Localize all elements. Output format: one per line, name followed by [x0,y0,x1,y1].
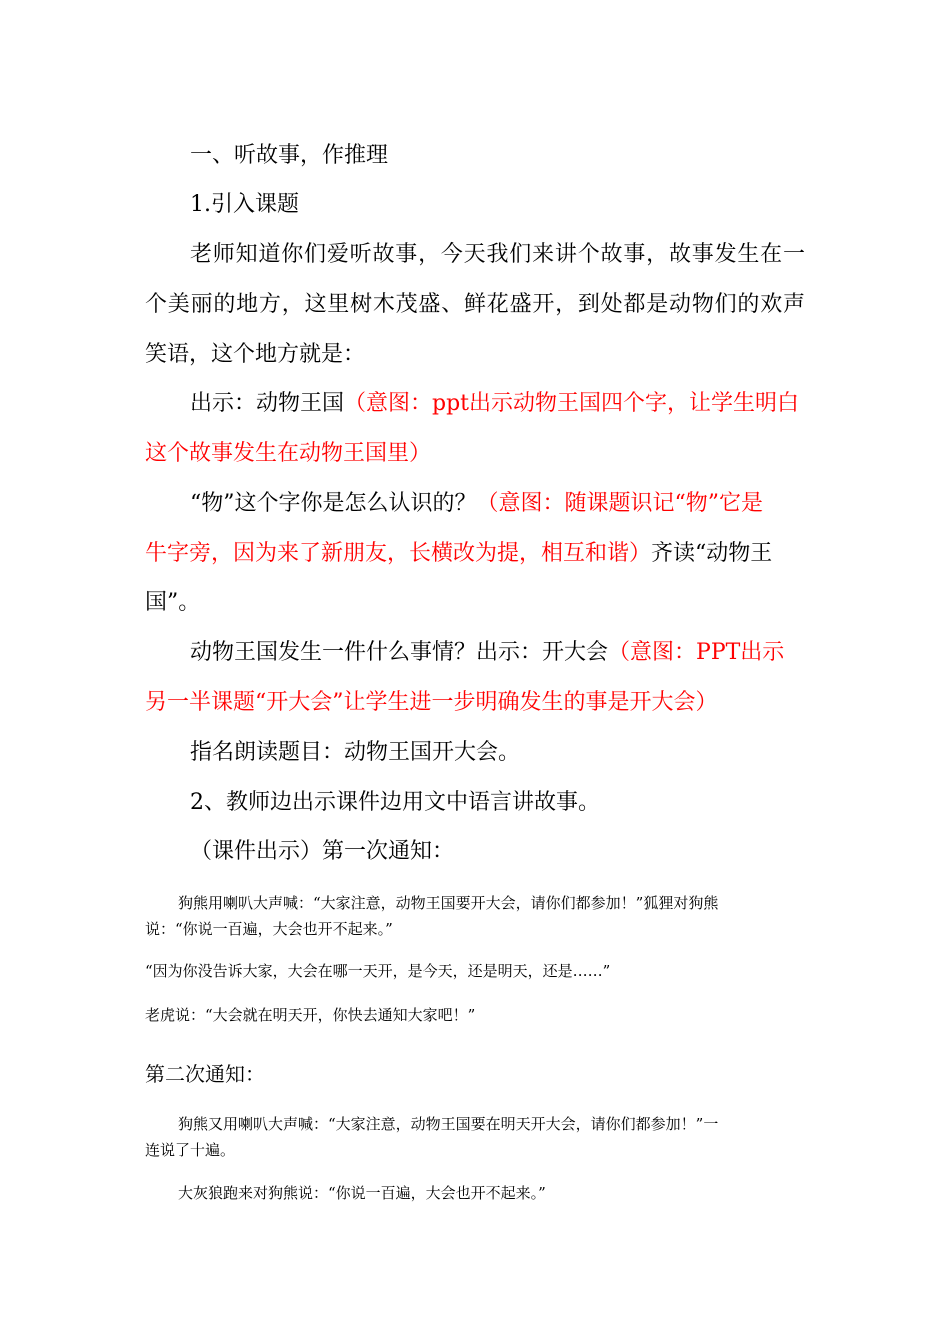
story-2-line-2: 连说了十遍。 [145,1141,236,1159]
paragraph-4-line-1 [190,635,784,666]
subsection-title-1: 1.引入课题 [190,192,299,217]
paragraph-3-question: “物”这个字你是怎么认识的？ [190,491,477,516]
story-1-line-1: 狗熊用喇叭大声喊：“大家注意，动物王国要开大会，请你们都参加！”狐狸对狗熊 [178,894,719,912]
paragraph-3-text: 齐读“动物王 [651,541,773,566]
paragraph-5: 指名朗读题目：动物王国开大会。 [190,740,521,765]
paragraph-2-line-1 [190,386,799,417]
intent-note: （意图：随课题识记“物”它是 [476,491,763,516]
paragraph-3-line-1 [190,486,763,517]
paragraph-3-line-2 [145,536,772,567]
section-title: 一、听故事，作推理 [190,143,389,168]
paragraph-2-text: 出示：动物王国 [190,391,345,416]
subsection-title-2: 2、教师边出示课件边用文中语言讲故事。 [190,790,600,815]
notice-1-title: （课件出示）第一次通知： [190,839,455,864]
notice-2-title: 第二次通知： [145,1062,265,1086]
story-1-line-3: “因为你没告诉大家，大会在哪一天开，是今天，还是明天，还是……” [145,962,611,980]
story-1-line-4: 老虎说：“大会就在明天开，你快去通知大家吧！” [145,1006,476,1024]
paragraph-1-line-3: 笑语，这个地方就是： [145,342,366,367]
intent-note-line-2: 牛字旁，因为来了新朋友，长横改为提，相互和谐） [145,541,652,566]
intent-note: （意图：ppt出示动物王国四个字，让学生明白 [344,391,800,416]
intent-note: （意图：PPT出示 [608,640,785,665]
story-2-line-1: 狗熊又用喇叭大声喊：“大家注意，动物王国要在明天开大会，请你们都参加！”一 [178,1115,719,1133]
paragraph-1-line-2: 个美丽的地方，这里树木茂盛、鲜花盛开，到处都是动物们的欢声 [145,292,805,317]
story-2-line-3: 大灰狼跑来对狗熊说：“你说一百遍，大会也开不起来。” [178,1184,546,1202]
paragraph-3-line-3: 国”。 [145,590,201,615]
intent-note-line-2: 另一半课题“开大会”让学生进一步明确发生的事是开大会） [145,690,718,715]
intent-note-line-2: 这个故事发生在动物王国里） [145,441,432,466]
paragraph-4-text: 动物王国发生一件什么事情？出示：开大会 [190,640,609,665]
story-1-line-2: 说：“你说一百遍，大会也开不起来。” [145,920,393,938]
paragraph-1-line-1: 老师知道你们爱听故事，今天我们来讲个故事，故事发生在一 [190,242,805,267]
